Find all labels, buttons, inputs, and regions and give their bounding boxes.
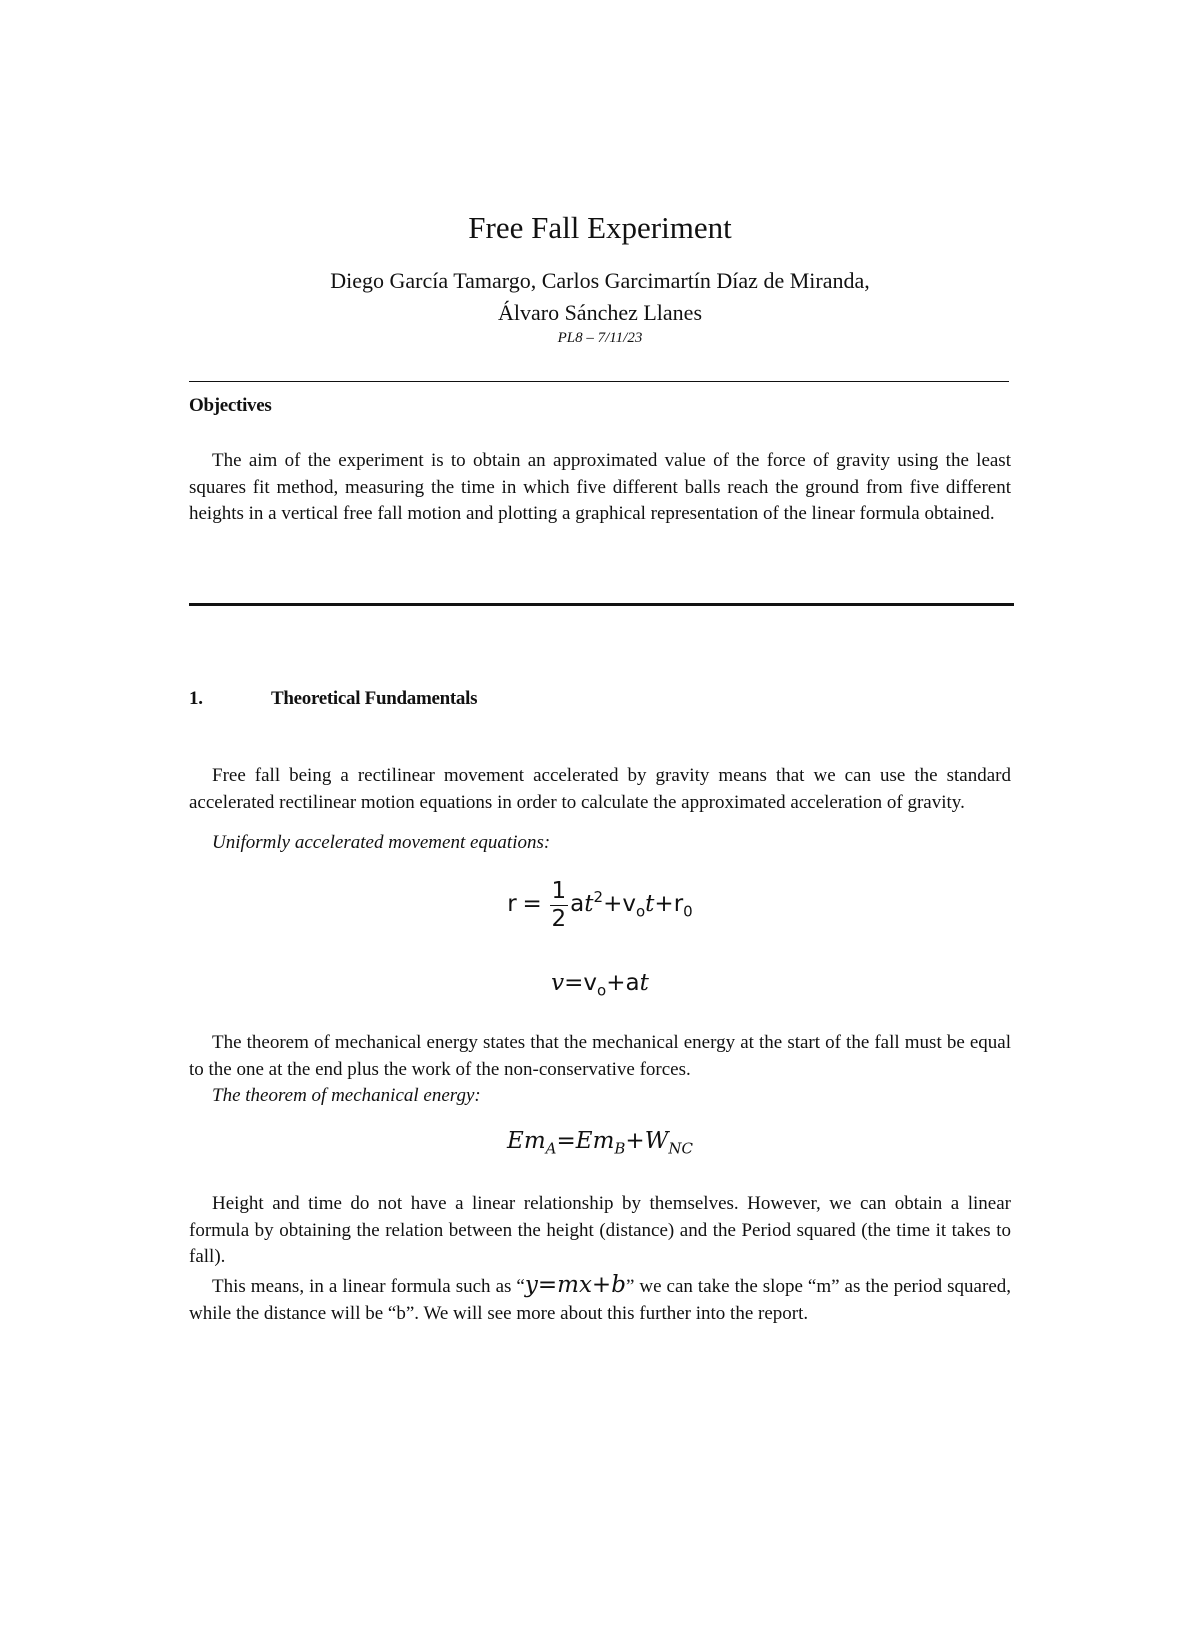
inline-x: x: [578, 1272, 592, 1298]
eq1-v: v: [622, 890, 636, 917]
objectives-heading: Objectives: [189, 395, 272, 416]
eq1-v-sub: o: [635, 902, 646, 921]
inline-m: m: [557, 1272, 579, 1298]
eq1-a: a: [570, 890, 585, 917]
eq3-sub-a: A: [545, 1139, 557, 1158]
eq3-sub-b: B: [614, 1139, 626, 1158]
theory-paragraph-3: Height and time do not have a linear relationship by themselves. However, we can obtain a linear formula by obtaining the relation between the height (distance) and the Period squared (the time it takes to fall).: [189, 1193, 1011, 1267]
eq1-t2: t: [645, 890, 655, 917]
document-title: Free Fall Experiment: [468, 210, 732, 245]
theory-paragraph-2: The theorem of mechanical energy states that the mechanical energy at the start of the fall must be equal to the one at the end plus the work of the non-conservative forces.: [189, 1032, 1011, 1080]
inline-equals: =: [537, 1272, 558, 1298]
inline-y: y: [524, 1272, 538, 1298]
top-divider: [189, 381, 1009, 382]
eq2-v: v: [551, 970, 565, 996]
para4-after: ” we can take the slope “m” as the period squared, while the distance will be “b”. We will see more about this further into the report.: [189, 1276, 1012, 1324]
eq3-sub-nc: NC: [668, 1139, 693, 1158]
eq2-v0: v: [583, 970, 598, 996]
inline-linear-formula: [525, 1272, 626, 1297]
eq3-w: W: [644, 1128, 669, 1154]
section-number: 1.: [189, 688, 203, 709]
para4-before: This means, in a linear formula such as “: [212, 1276, 525, 1297]
theory-paragraph-1: Free fall being a rectilinear movement accelerated by gravity means that we can use the standard accelerated rectilinear motion equations in order to calculate the approximated acceleration of gravity.: [189, 765, 1011, 813]
eq2-v0-sub: o: [597, 981, 607, 1000]
eq1-plus1: +: [603, 890, 623, 917]
inline-b: b: [611, 1272, 626, 1298]
eq3-equals: =: [556, 1128, 576, 1154]
energy-equation: [0, 1128, 1200, 1158]
inline-plus: +: [591, 1272, 612, 1298]
velocity-equation: [0, 970, 1200, 1000]
position-equation: [0, 880, 1200, 931]
eq1-frac-num: 1: [551, 878, 567, 904]
eq2-plus: +: [606, 970, 626, 996]
objectives-paragraph: The aim of the experiment is to obtain an approximated value of the force of gravity using the least squares fit method, measuring the time in which five different balls reach the ground from five different heights in a vertical free fall motion and plotting a graphical representation of the linear formula obtained.: [189, 450, 1011, 524]
eq2-a: a: [625, 970, 640, 996]
eq3-plus: +: [625, 1128, 645, 1154]
eq1-fraction: [550, 880, 569, 931]
section-divider: [189, 603, 1014, 606]
authors-line-2: Álvaro Sánchez Llanes: [497, 300, 703, 325]
energy-label: The theorem of mechanical energy:: [212, 1085, 481, 1106]
eq1-r0: r: [673, 890, 684, 917]
section-title: Theoretical Fundamentals: [271, 688, 478, 709]
eq1-equals: =: [522, 890, 542, 917]
eq1-t: t: [584, 890, 594, 917]
eq2-t: t: [639, 970, 649, 996]
authors-line-1: Diego García Tamargo, Carlos Garcimartín Díaz de Miranda,: [330, 268, 870, 293]
eq3-em-a: Em: [507, 1128, 546, 1154]
eq1-r-sub: 0: [683, 902, 693, 921]
eq1-plus2: +: [654, 890, 674, 917]
equations-label: Uniformly accelerated movement equations:: [212, 832, 551, 853]
eq2-equals: =: [564, 970, 584, 996]
eq1-r: r: [507, 890, 517, 917]
eq1-sq: 2: [593, 888, 604, 907]
group-date: PL8 – 7/11/23: [557, 330, 643, 346]
theory-paragraph-4: [189, 1272, 1011, 1327]
eq1-frac-den: 2: [551, 906, 567, 932]
eq3-em-b: Em: [575, 1128, 615, 1154]
